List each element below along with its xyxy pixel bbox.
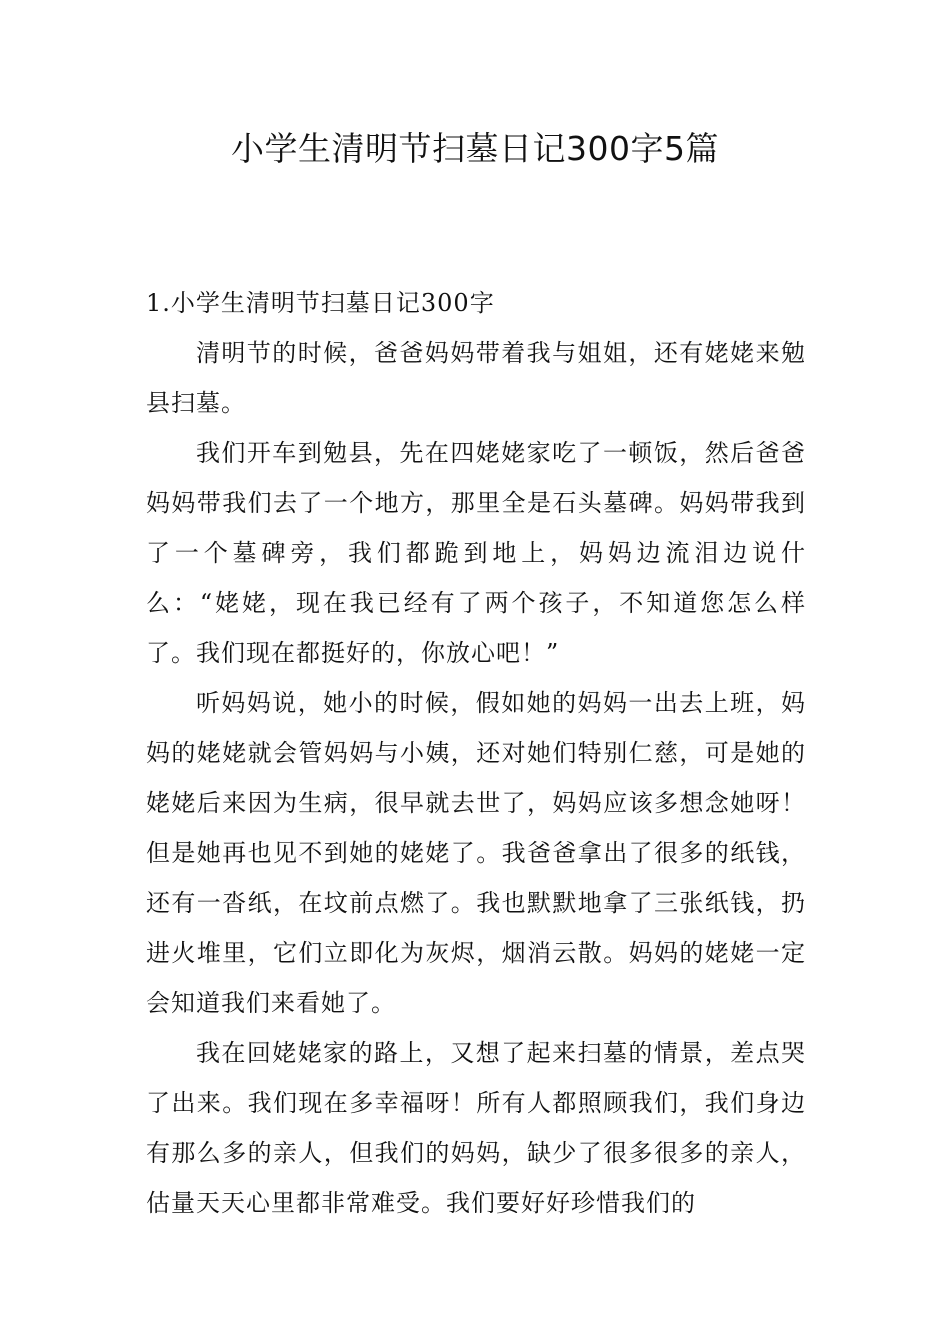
paragraph: 清明节的时候，爸爸妈妈带着我与姐姐，还有姥姥来勉县扫墓。 — [146, 339, 806, 417]
paragraph: 我在回姥姥家的路上，又想了起来扫墓的情景，差点哭了出来。我们现在多幸福呀！所有人都照顾我们，我们身边有那么多的亲人，但我们的妈妈，缺少了很多很多的亲人，估量天天心里都非常难受。我们要好好珍惜我们的 — [146, 1039, 806, 1217]
paragraph: 我们开车到勉县，先在四姥姥家吃了一顿饭，然后爸爸妈妈带我们去了一个地方，那里全是石头墓碑。妈妈带我到了一个墓碑旁，我们都跪到地上，妈妈边流泪边说什么：“姥姥，现在我已经有了两个孩子，不知道您怎么样了。我们现在都挺好的，你放心吧！” — [146, 439, 806, 667]
section-heading: 1.小学生清明节扫墓日记300字 — [146, 289, 495, 317]
document-body — [146, 278, 806, 1228]
document-title: 小学生清明节扫墓日记300字5篇 — [231, 129, 719, 168]
paragraph: 听妈妈说，她小的时候，假如她的妈妈一出去上班，妈妈的姥姥就会管妈妈与小姨，还对她们特别仁慈，可是她的姥姥后来因为生病，很早就去世了，妈妈应该多想念她呀！但是她再也见不到她的姥姥了。我爸爸拿出了很多的纸钱，还有一沓纸，在坟前点燃了。我也默默地拿了三张纸钱，扔进火堆里，它们立即化为灰烬，烟消云散。妈妈的姥姥一定会知道我们来看她了。 — [146, 689, 806, 1017]
